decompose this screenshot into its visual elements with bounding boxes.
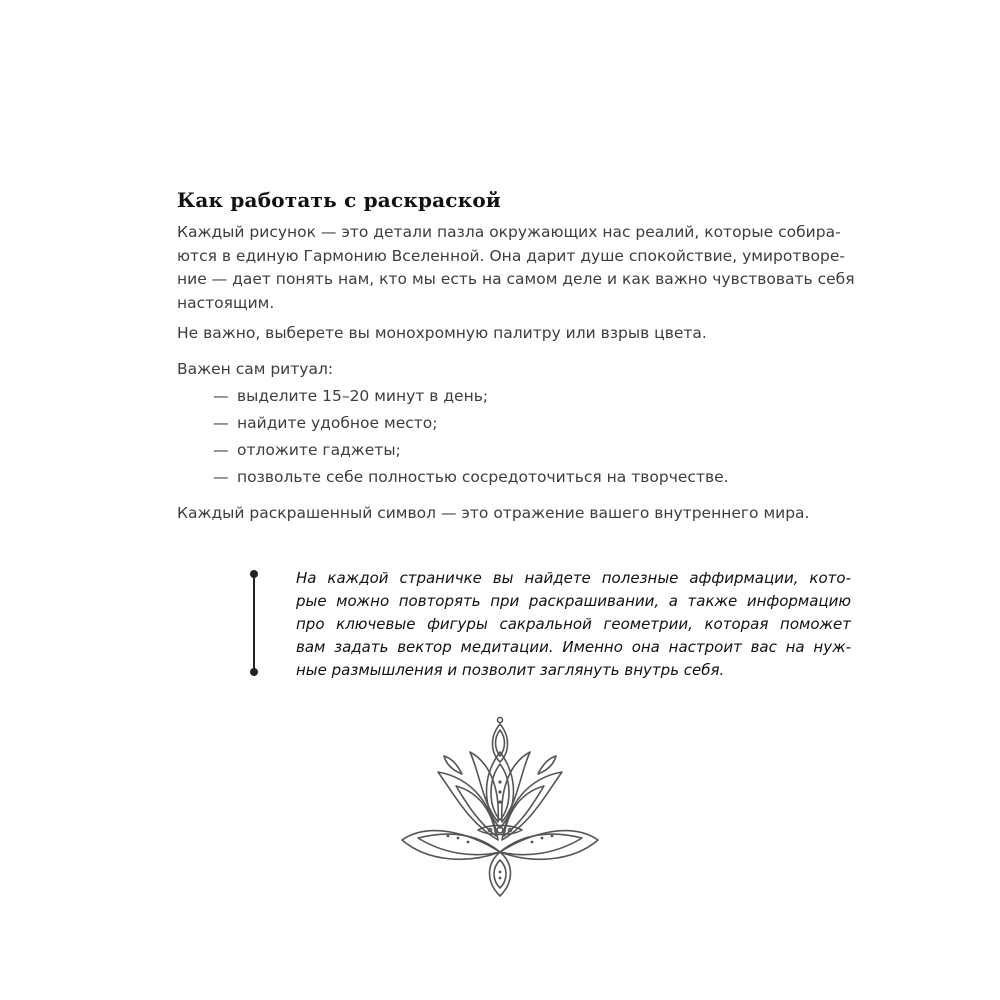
- list-marker: —: [213, 441, 229, 459]
- callout-quote: [296, 567, 851, 682]
- list-item-text: найдите удобное место;: [237, 414, 438, 432]
- list-item: [213, 466, 729, 493]
- paragraph-line: ние — дает понять нам, кто мы есть на самом деле и как важно чувствовать себя: [177, 270, 855, 288]
- quote-bar: [253, 574, 255, 672]
- quote-line: На каждой страничке вы найдете полезные аффирмации, кото-: [296, 569, 851, 587]
- list-item: [213, 385, 729, 412]
- quote-line: про ключевые фигуры сакральной геометрии, которая поможет: [296, 615, 851, 633]
- list-item: [213, 412, 729, 439]
- list-marker: —: [213, 387, 229, 405]
- ritual-list: [213, 385, 729, 493]
- list-item-text: отложите гаджеты;: [237, 441, 401, 459]
- lotus-icon: [398, 712, 602, 898]
- list-marker: —: [213, 468, 229, 486]
- ritual-intro: Важен сам ритуал:: [177, 360, 334, 378]
- quote-bar-dot-bottom: [250, 668, 258, 676]
- quote-line: рые можно повторять при раскрашивании, а также информацию: [296, 592, 851, 610]
- intro-paragraph: [177, 221, 855, 315]
- list-item-text: выделите 15–20 минут в день;: [237, 387, 489, 405]
- quote-line: ные размышления и позволит заглянуть внутрь себя.: [296, 661, 725, 679]
- section-heading: Как работать с раскраской: [177, 188, 501, 212]
- list-item-text: позвольте себе полностью сосредоточиться на творчестве.: [237, 468, 729, 486]
- list-item: [213, 439, 729, 466]
- quote-line: вам задать вектор медитации. Именно она настроит вас на нуж-: [296, 638, 851, 656]
- paragraph-line: Каждый рисунок — это детали пазла окружающих нас реалий, которые собира-: [177, 223, 841, 241]
- paragraph-line: ются в единую Гармонию Вселенной. Она дарит душе спокойствие, умиротворе-: [177, 246, 845, 265]
- closing-paragraph: Каждый раскрашенный символ — это отражение вашего внутреннего мира.: [177, 504, 810, 522]
- paragraph-line: настоящим.: [177, 293, 275, 312]
- list-marker: —: [213, 414, 229, 432]
- palette-paragraph: Не важно, выберете вы монохромную палитру или взрыв цвета.: [177, 324, 707, 342]
